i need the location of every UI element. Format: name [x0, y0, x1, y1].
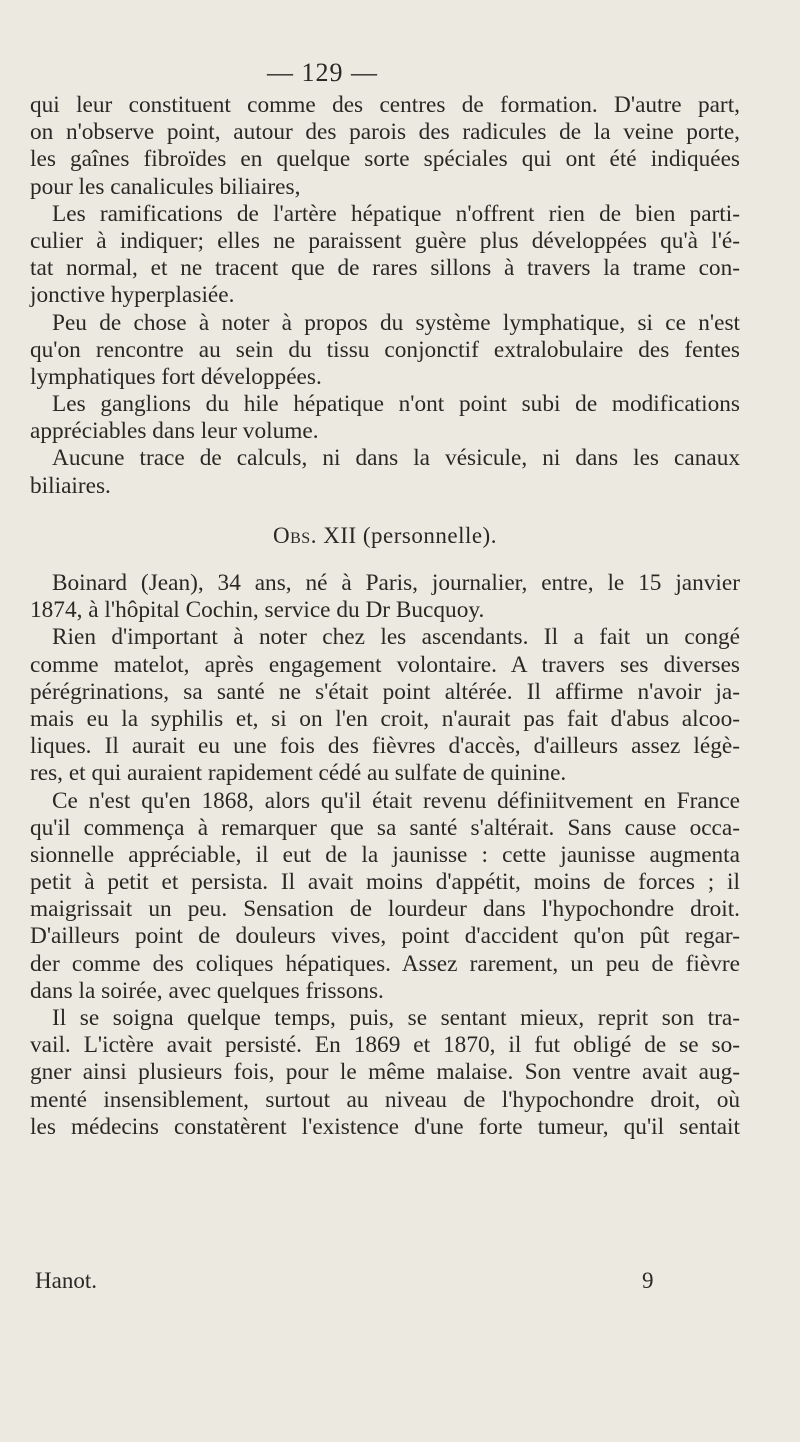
observation-heading: [30, 522, 740, 549]
text-line: qu'il commença à remarquer que sa santé s'altérait. Sans cause occa-: [30, 814, 740, 841]
text-line: petit à petit et persista. Il avait moins d'appétit, moins de forces ; il: [30, 869, 740, 896]
text-line: mais eu la syphilis et, si on l'en croit, n'aurait pas fait d'abus alcoo-: [30, 705, 740, 732]
footer-signature-mark: 9: [642, 1268, 654, 1293]
paragraph-2: [30, 201, 740, 310]
page-number: — 129 —: [267, 58, 378, 87]
text-line: Les ganglions du hile hépatique n'ont point subi de modifications: [52, 391, 740, 418]
text-line: Rien d'important à noter chez les ascendants. Il a fait un congé: [52, 624, 740, 651]
text-line: menté insensiblement, surtout au niveau de l'hypochondre droit, où: [30, 1086, 740, 1113]
paragraph-5: [30, 445, 740, 499]
text-line: les médecins constatèrent l'existence d'une forte tumeur, qu'il sentait: [30, 1113, 740, 1140]
text-line: 1874, à l'hôpital Cochin, service du Dr Bucquoy.: [30, 597, 485, 624]
text-line: appréciables dans leur volume.: [30, 418, 319, 445]
text-line: maigrissait un peu. Sensation de lourdeur dans l'hypochondre droit.: [30, 896, 740, 923]
paragraph-7: [30, 624, 740, 787]
paragraph-4: [30, 391, 740, 445]
text-line: D'ailleurs point de douleurs vives, point d'accident qu'on pût regar-: [30, 923, 740, 950]
text-line: qu'on rencontre au sein du tissu conjonctif extralobulaire des fentes: [30, 336, 740, 363]
text-line: res, et qui auraient rapidement cédé au sulfate de quinine.: [30, 760, 567, 787]
body-text: [30, 92, 740, 1141]
text-line: jonctive hyperplasiée.: [30, 282, 235, 309]
text-line: dans la soirée, avec quelques frissons.: [30, 977, 384, 1004]
text-line: comme matelot, après engagement volontaire. A travers ses diverses: [30, 651, 740, 678]
text-line: pérégrinations, sa santé ne s'était point altérée. Il affirme n'avoir ja-: [30, 678, 740, 705]
text-line: on n'observe point, autour des parois des radicules de la veine porte,: [30, 119, 740, 146]
paragraph-6: [30, 570, 740, 624]
text-line: vail. L'ictère avait persisté. En 1869 et 1870, il fut obligé de se so-: [30, 1032, 740, 1059]
text-line: les gaînes fibroïdes en quelque sorte spéciales qui ont été indiquées: [30, 146, 740, 173]
text-line: biliaires.: [30, 472, 111, 499]
paragraph-8: [30, 788, 740, 1006]
text-line: pour les canalicules biliaires,: [30, 173, 301, 200]
text-line: lymphatiques fort développées.: [30, 363, 322, 390]
text-line: qui leur constituent comme des centres de formation. D'autre part,: [30, 92, 740, 118]
text-line: Les ramifications de l'artère hépatique n'offrent rien de bien parti-: [52, 200, 740, 227]
text-line: Il se soigna quelque temps, puis, se sentant mieux, reprit son tra-: [52, 1005, 740, 1032]
text-line: liques. Il aurait eu une fois des fièvres d'accès, d'ailleurs assez légè-: [30, 733, 740, 760]
text-line: culier à indiquer; elles ne paraissent guère plus développées qu'à l'é-: [30, 227, 740, 254]
paragraph-1: [30, 92, 740, 201]
paragraph-9: [30, 1005, 740, 1141]
text-line: Boinard (Jean), 34 ans, né à Paris, journalier, entre, le 15 janvier: [52, 570, 740, 597]
text-line: gner ainsi plusieurs fois, pour le même malaise. Son ventre avait aug-: [30, 1059, 740, 1086]
text-line: der comme des coliques hépatiques. Assez rarement, un peu de fièvre: [30, 950, 740, 977]
text-line: Aucune trace de calculs, ni dans la vésicule, ni dans les canaux: [52, 445, 740, 472]
observation-label: Obs.: [273, 522, 317, 548]
observation-title: XII (personnelle).: [316, 522, 497, 548]
text-line: sionnelle appréciable, il eut de la jaunisse : cette jaunisse augmenta: [30, 841, 740, 868]
text-line: tat normal, et ne tracent que de rares sillons à travers la trame con-: [30, 255, 740, 282]
page-footer: [30, 1268, 740, 1295]
paragraph-3: [30, 310, 740, 392]
text-line: Ce n'est qu'en 1868, alors qu'il était revenu définiitvement en France: [52, 787, 740, 814]
footer-author: Hanot.: [35, 1268, 97, 1293]
text-line: Peu de chose à noter à propos du système lymphatique, si ce n'est: [52, 309, 740, 336]
